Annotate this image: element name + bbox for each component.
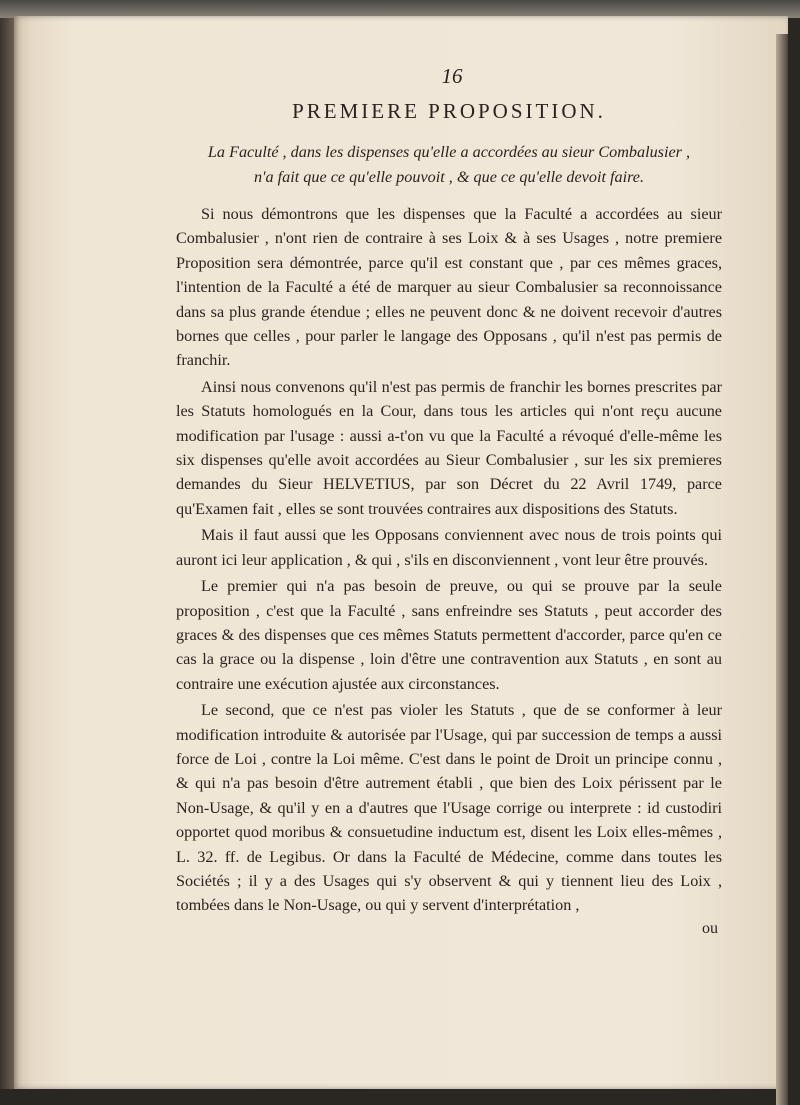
page-number: 16 [441, 64, 463, 88]
page-edge-shadow [776, 34, 788, 1105]
book-binding [0, 18, 14, 1089]
paragraph-5: Le second, que ce n'est pas violer les Statuts , que de se conformer à leur modification introduite & autorisée par l'Usage, qui par succession de temps a aussi force de Loi , contre la Loi même. C'est dans le point de Droit un principe connu , & qui n'a pas besoin d'être autrement établi , que bien des Loix périssent par le Non-Usage, & qu'il y en a d'autres que l'Usage corrige ou interprete : id custodiri opportet quod moribus & consuetudine inductum est, disent les Loix elles-mêmes , L. 32. ff. de Legibus. Or dans la Faculté de Médecine, comme dans toutes les Sociétés ; il y a des Usages qui s'y observent & qui y tiennent lieu des Loix , tombées dans le Non-Usage, ou qui y servent d'interprétation , [176, 701, 722, 915]
paragraph-2: Ainsi nous convenons qu'il n'est pas permis de franchir les bornes prescrites par les Statuts homologués en la Cour, dans tous les articles qui n'ont reçu aucune modification par l'usage : aussi a-t'on vu que la Faculté a révoqué d'elle-même les six dispenses qu'elle avoit accordées au Sieur Combalusier , sur les six premieres demandes du Sieur HELVETIUS, par son Décret du 22 Avril 1749, parce qu'Examen fait , elles se sont trouvées contraires aux dispositions des Statuts. [176, 377, 722, 518]
catchword: ou [702, 919, 718, 937]
page-title: PREMIERE PROPOSITION. [292, 99, 606, 123]
subtitle-line-1: La Faculté , dans les dispenses qu'elle a accordées au sieur Combalusier , [207, 143, 691, 161]
paragraph-3: Mais il faut aussi que les Opposans conviennent avec nous de trois points qui auront ici leur application , & qui , s'ils en disconviennent , vont leur être prouvés. [176, 526, 722, 569]
paragraph-1: Si nous démontrons que les dispenses que la Faculté a accordées au sieur Combalusier , n'ont rien de contraire à ses Loix & à ses Usages , notre premiere Proposition sera démontrée, parce qu'il est constant que , par ces mêmes graces, l'intention de la Faculté a été de marquer au sieur Combalusier sa reconnoissance dans sa plus grande étendue ; elles ne peuvent donc & ne doivent recevoir d'autres bornes que celles , pour parler le langage des Opposans , qu'il n'est pas permis de franchir. [176, 205, 722, 370]
proposition-subtitle [176, 140, 722, 190]
paragraph-4: Le premier qui n'a pas besoin de preuve, ou qui se prouve par la seule proposition , c'est que la Faculté , sans enfreindre ses Statuts , peut accorder des graces & des dispenses que ces mêmes Statuts permettent d'accorder, parce qu'en ce cas la grace ou la dispense , loin d'être une contravention aux Statuts , en sont au contraire une exécution ajustée aux circonstances. [176, 577, 722, 693]
page-content [176, 64, 722, 938]
subtitle-line-2: n'a fait que ce qu'elle pouvoit , & que ce qu'elle devoit faire. [253, 168, 645, 186]
